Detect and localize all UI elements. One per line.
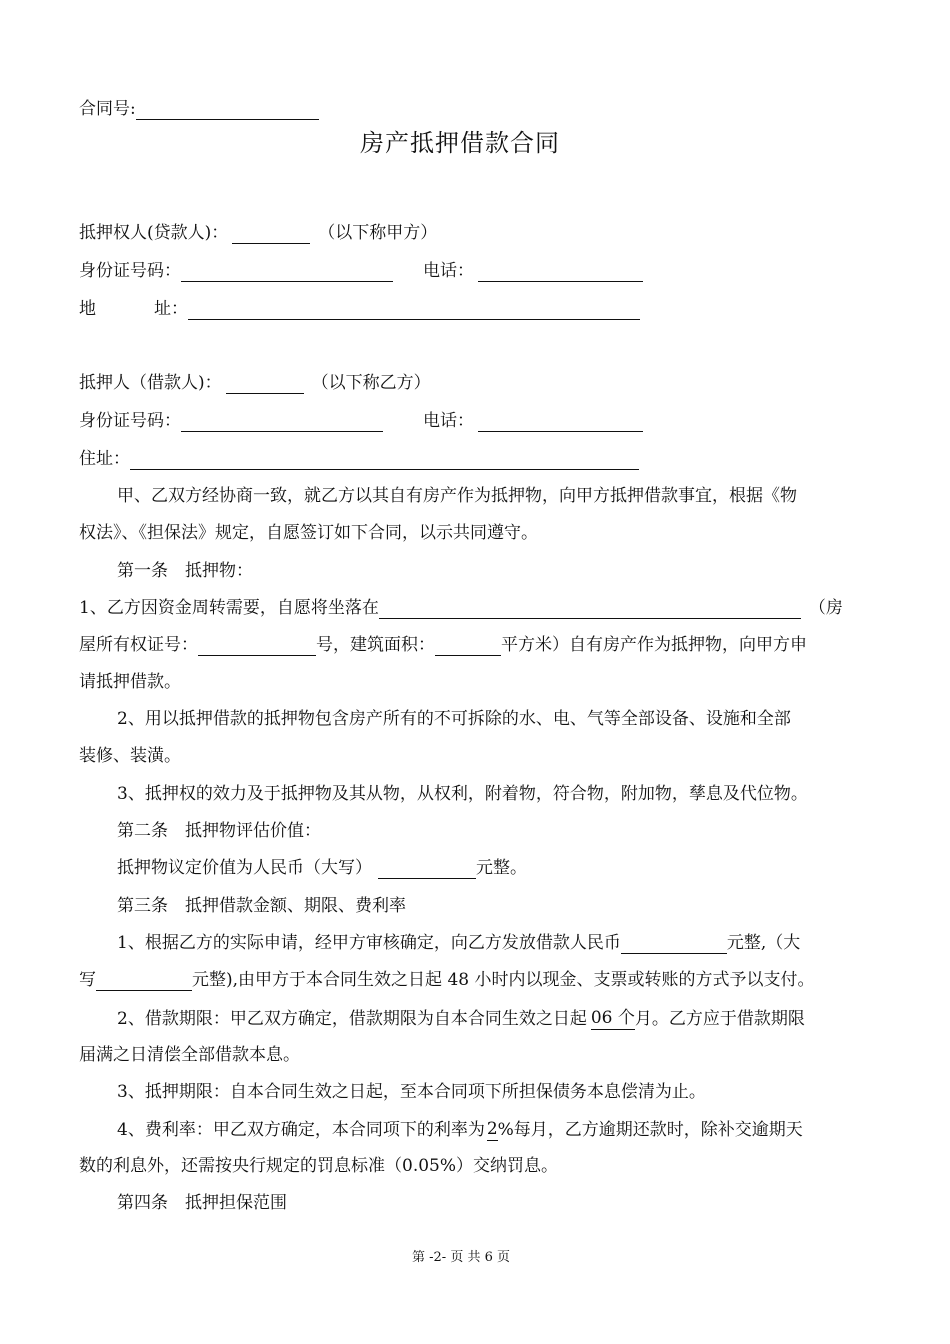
- borrower-address-line: [79, 448, 639, 470]
- lender-id-label: 身份证号码：: [79, 261, 181, 281]
- lender-phone-label: 电话：: [423, 261, 474, 281]
- article-3-clause-2-line-1: [117, 1007, 805, 1030]
- contract-number-line: [79, 98, 319, 120]
- article-1-clause-2-line-1: 2、用以抵押借款的抵押物包含房产所有的不可拆除的水、电、气等全部设备、设施和全部: [117, 709, 791, 729]
- certificate-number-blank: [198, 637, 316, 656]
- article-1-clause-2-line-2: 装修、装潢。: [79, 746, 181, 766]
- borrower-address-blank: [130, 451, 639, 470]
- clause-text: %每月，乙方逾期还款时，除补交逾期天: [497, 1120, 803, 1140]
- document-title: 房产抵押借款合同: [360, 129, 560, 157]
- clause-text: 元整,（大: [726, 933, 801, 953]
- clause-text: 1、乙方因资金周转需要，自愿将坐落在: [79, 598, 379, 618]
- clause-text: 元整。: [476, 858, 527, 878]
- borrower-label: 抵押人（借款人)：: [79, 373, 222, 393]
- lender-id-line: [79, 260, 393, 282]
- borrower-id-label: 身份证号码：: [79, 411, 181, 431]
- lender-label: 抵押权人(贷款人)：: [79, 223, 229, 243]
- article-3-clause-4-line-2: 数的利息外，还需按央行规定的罚息标准（0.05%）交纳罚息。: [79, 1156, 559, 1176]
- lender-address-label-1: 地: [79, 299, 96, 319]
- lender-suffix: （以下称甲方）: [318, 223, 438, 243]
- clause-text: 写: [79, 970, 96, 990]
- article-4-heading: 第四条 抵押担保范围: [117, 1193, 287, 1213]
- article-3-clause-4-line-1: [117, 1118, 803, 1141]
- borrower-phone-label: 电话：: [423, 411, 474, 431]
- lender-phone-blank: [478, 263, 643, 282]
- lender-name-line: [79, 222, 437, 244]
- clause-text: 月。乙方应于借款期限: [634, 1009, 805, 1029]
- article-3-heading: 第三条 抵押借款金额、期限、费利率: [117, 896, 406, 916]
- lender-address-line: [79, 298, 640, 320]
- borrower-name-line: [79, 372, 431, 394]
- article-3-clause-2-line-2: 届满之日清偿全部借款本息。: [79, 1045, 300, 1065]
- lender-phone-line: [423, 260, 643, 282]
- article-1-clause-1-line-3: 请抵押借款。: [79, 672, 181, 692]
- borrower-suffix: （以下称乙方）: [311, 373, 431, 393]
- borrower-phone-blank: [478, 413, 643, 432]
- page-footer: 第 -2- 页 共 6 页: [412, 1250, 510, 1265]
- clause-text: 平方米）自有房产作为抵押物，向甲方申: [501, 635, 807, 655]
- article-2-clause-1: [117, 857, 527, 879]
- clause-text: 4、费利率：甲乙双方确定，本合同项下的利率为: [117, 1120, 485, 1140]
- building-area-blank: [435, 637, 501, 656]
- article-3-clause-3: 3、抵押期限：自本合同生效之日起，至本合同项下所担保债务本息偿清为止。: [117, 1082, 706, 1102]
- borrower-name-blank: [226, 375, 304, 394]
- clause-text: 元整),由甲方于本合同生效之日起 48 小时内以现金、支票或转账的方式予以支付。: [192, 970, 815, 990]
- clause-text: 2、借款期限：甲乙双方确定，借款期限为自本合同生效之日起: [117, 1009, 587, 1029]
- clause-text: 抵押物议定价值为人民币（大写）: [117, 858, 372, 878]
- lender-name-blank: [232, 225, 310, 244]
- property-location-blank: [379, 600, 801, 619]
- lender-address-label-2: 址：: [154, 299, 188, 319]
- contract-number-blank: [136, 101, 319, 120]
- borrower-phone-line: [423, 410, 643, 432]
- contract-number-label: 合同号:: [79, 99, 136, 119]
- intro-line-1: 甲、乙双方经协商一致，就乙方以其自有房产作为抵押物，向甲方抵押借款事宜，根据《物: [117, 486, 797, 506]
- article-3-clause-1-line-1: [117, 932, 800, 954]
- article-1-clause-3: 3、抵押权的效力及于抵押物及其从物，从权利，附着物，符合物，附加物，孳息及代位物。: [117, 784, 808, 804]
- interest-rate-value: 2: [486, 1119, 498, 1139]
- intro-line-2: 权法》、《担保法》规定，自愿签订如下合同，以示共同遵守。: [79, 523, 538, 543]
- borrower-id-blank: [181, 413, 383, 432]
- article-1-clause-1-line-2: [79, 634, 807, 656]
- borrower-id-line: [79, 410, 383, 432]
- borrower-address-label: 住址：: [79, 449, 130, 469]
- loan-amount-words-blank: [96, 972, 192, 991]
- valuation-amount-blank: [378, 860, 476, 879]
- loan-amount-blank: [621, 935, 727, 954]
- clause-text: 号，建筑面积：: [316, 635, 435, 655]
- article-3-clause-1-line-2: [79, 969, 814, 991]
- clause-text: 屋所有权证号：: [79, 635, 198, 655]
- article-2-heading: 第二条 抵押物评估价值：: [117, 821, 321, 841]
- clause-text: （房: [808, 598, 843, 618]
- lender-address-blank: [188, 301, 640, 320]
- clause-text: 1、根据乙方的实际申请，经甲方审核确定，向乙方发放借款人民币: [117, 933, 621, 953]
- loan-term-months: 06 个: [590, 1008, 635, 1028]
- lender-id-blank: [181, 263, 393, 282]
- article-1-heading: 第一条 抵押物：: [117, 561, 253, 581]
- article-1-clause-1-line-1: [79, 597, 843, 619]
